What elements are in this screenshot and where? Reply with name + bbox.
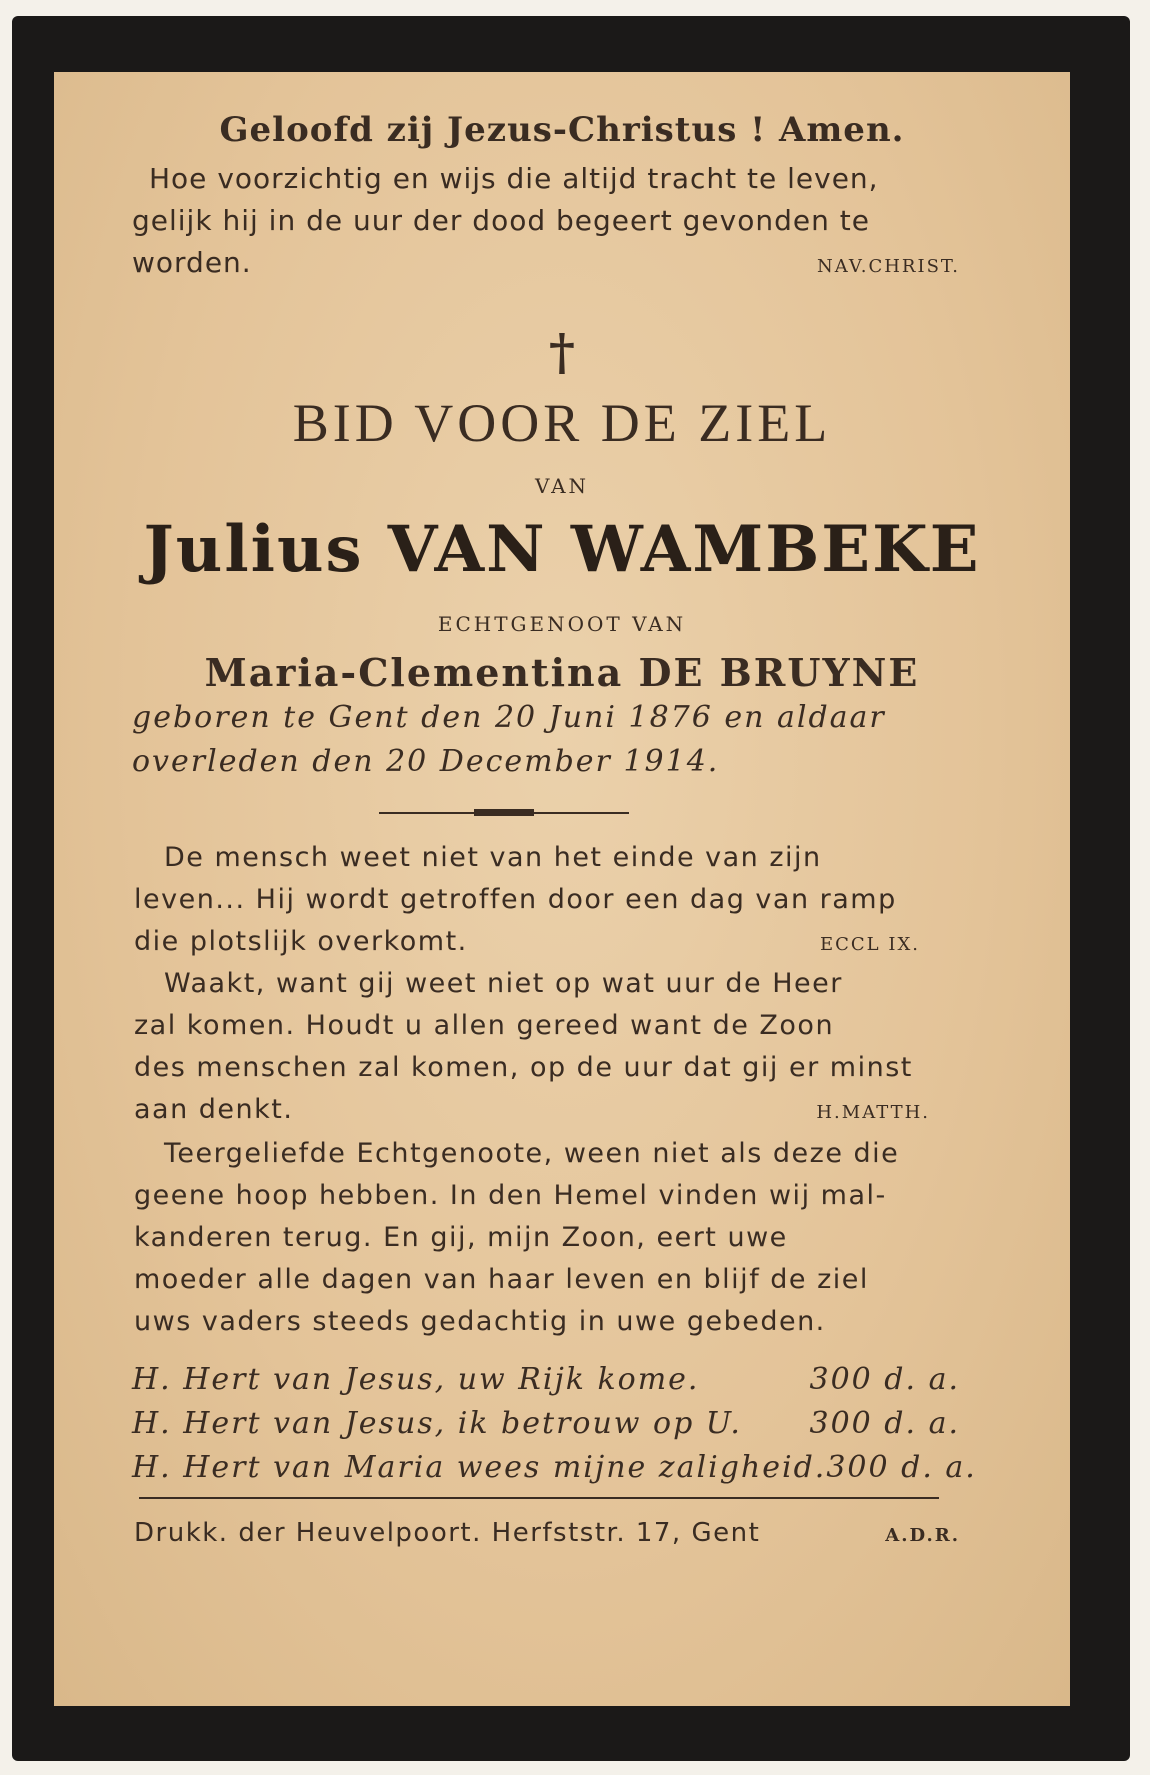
cross-icon: † [548, 322, 576, 381]
printer-mark: A.D.R. [885, 1525, 960, 1546]
passage-1-line-3 [54, 926, 1070, 957]
gothic-heading: Geloofd zij Jezus-Christus ! Amen. [219, 110, 905, 150]
indulgence-text: H. Hert van Jesus, uw Rijk kome. [132, 1362, 700, 1397]
indulgence-value: 300 d. a. [809, 1406, 960, 1441]
passage-1-line-2: leven... Hij wordt getroffen door een dag van ramp [134, 884, 897, 915]
van-label: VAN [534, 474, 590, 498]
indulgence-text: H. Hert van Maria wees mijne zaligheid. [132, 1450, 827, 1485]
passage-3-line-3: kanderen terug. En gij, mijn Zoon, eert uwe [134, 1222, 788, 1253]
spouse-name: Maria-Clementina DE BRUYNE [204, 650, 920, 695]
passage-2-line-2: zal komen. Houdt u allen gereed want de Zoon [134, 1010, 835, 1041]
indulgence-row [54, 1362, 1070, 1397]
passage-2-line-3: des menschen zal komen, op de uur dat gij er minst [134, 1052, 913, 1083]
passage-1-source: ECCL IX. [819, 934, 920, 955]
passage-2-line-1: Waakt, want gij weet niet op wat uur de Heer [164, 968, 843, 999]
indulgence-text: H. Hert van Jesus, ik betrouw op U. [132, 1406, 742, 1441]
indulgence-row [54, 1450, 1070, 1485]
quote-line-3 [54, 246, 1070, 279]
prayer-title: BID VOOR DE ZIEL [292, 393, 832, 453]
quote-line-2: gelijk hij in de uur der dood begeert gevonden te [132, 204, 870, 237]
deceased-name: Julius VAN WAMBEKE [143, 512, 981, 587]
quote-source: NAV.CHRIST. [817, 256, 960, 277]
birth-line: geboren te Gent den 20 Juni 1876 en aldaar [132, 700, 886, 735]
passage-3-line-2: geene hoop hebben. In den Hemel vinden wij mal- [134, 1180, 887, 1211]
passage-2-last: aan denkt. [134, 1094, 294, 1125]
spouse-label: ECHTGENOOT VAN [437, 612, 687, 636]
indulgence-value: 300 d. a. [809, 1362, 960, 1397]
quote-last-word: worden. [132, 246, 252, 279]
printer-text: Drukk. der Heuvelpoort. Herfststr. 17, Gent [134, 1518, 761, 1548]
indulgence-row [54, 1406, 1070, 1441]
indulgence-value: 300 d. a. [826, 1450, 977, 1485]
passage-3-line-1: Teergeliefde Echtgenoote, ween niet als deze die [164, 1138, 900, 1169]
footer-divider [139, 1497, 939, 1499]
ornament-divider [379, 812, 629, 814]
passage-3-line-4: moeder alle dagen van haar leven en blijf de ziel [134, 1264, 869, 1295]
passage-3-line-5: uws vaders steeds gedachtig in uwe gebeden. [134, 1306, 826, 1337]
memorial-card [12, 16, 1130, 1761]
passage-1-last: die plotslijk overkomt. [134, 926, 468, 957]
card-paper [54, 72, 1070, 1706]
printer-line [54, 1518, 1070, 1548]
passage-2-line-4 [54, 1094, 1070, 1125]
death-line: overleden den 20 December 1914. [132, 744, 720, 779]
passage-1-line-1: De mensch weet niet van het einde van zijn [164, 842, 822, 873]
quote-line-1: Hoe voorzichtig en wijs die altijd tracht te leven, [149, 162, 879, 195]
passage-2-source: H.MATTH. [816, 1102, 930, 1123]
